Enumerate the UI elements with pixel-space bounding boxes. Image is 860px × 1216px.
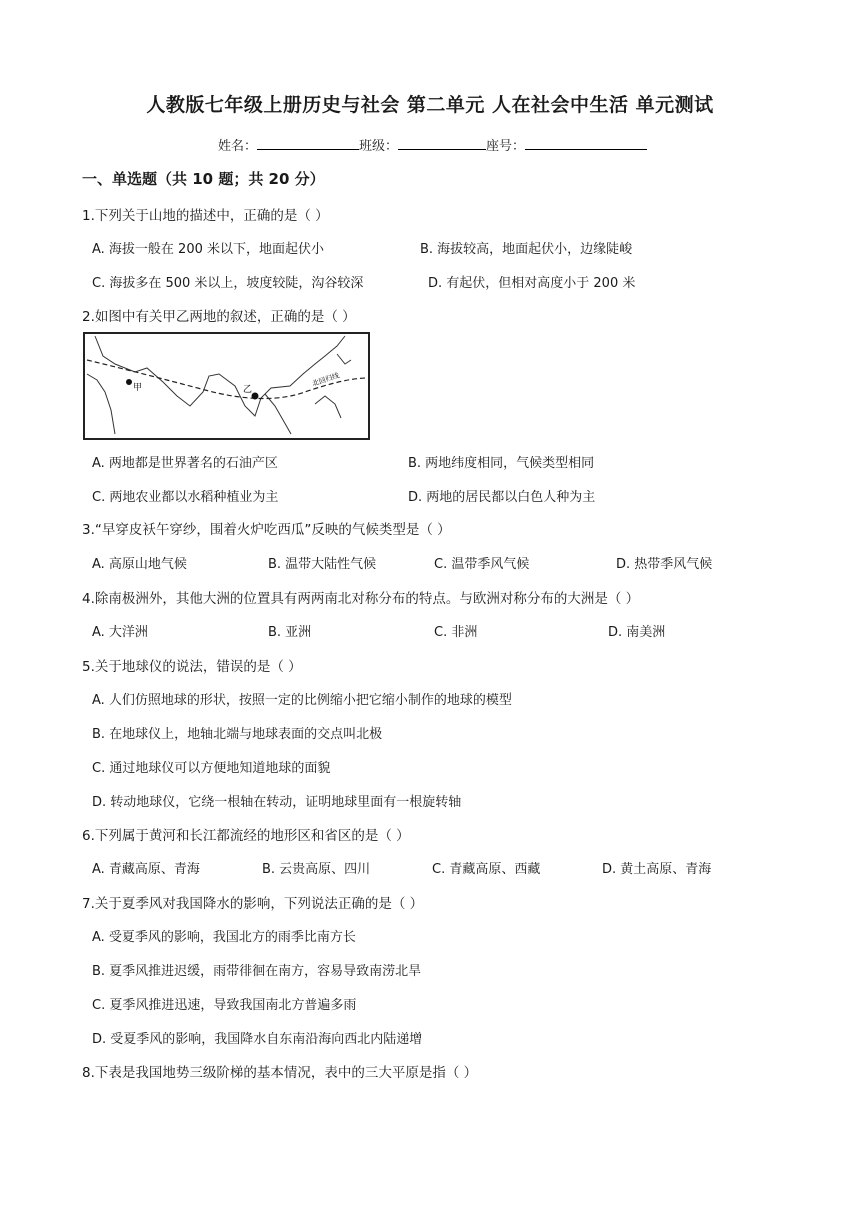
name-label: 姓名： bbox=[218, 139, 258, 154]
question-8-stem: 8.下表是我国地势三级阶梯的基本情况，表中的三大平原是指（ ） bbox=[82, 1065, 478, 1081]
page-title: 人教版七年级上册历史与社会 第二单元 人在社会中生活 单元测试 bbox=[146, 94, 714, 116]
q5-option-d[interactable]: D. 转动地球仪，它绕一根轴在转动，证明地球里面有一根旋转轴 bbox=[92, 795, 462, 810]
q3-option-b[interactable]: B. 温带大陆性气候 bbox=[268, 557, 377, 572]
question-4-stem: 4.除南极洲外，其他大洲的位置具有两两南北对称分布的特点。与欧洲对称分布的大洲是（ ） bbox=[82, 591, 640, 607]
label-yi: 乙 bbox=[243, 385, 253, 395]
coastline-west bbox=[87, 374, 115, 434]
q2-option-d[interactable]: D. 两地的居民都以白色人种为主 bbox=[408, 490, 596, 505]
question-6-stem: 6.下列属于黄河和长江都流经的地形区和省区的是（ ） bbox=[82, 828, 410, 844]
q2-option-b[interactable]: B. 两地纬度相同，气候类型相同 bbox=[408, 456, 595, 471]
q4-option-b[interactable]: B. 亚洲 bbox=[268, 625, 312, 640]
seat-label: 座号： bbox=[486, 139, 526, 154]
question-7-stem: 7.关于夏季风对我国降水的影响，下列说法正确的是（ ） bbox=[82, 896, 424, 912]
label-jia: 甲 bbox=[133, 383, 143, 393]
tropic-label: 北回归线 bbox=[311, 371, 341, 388]
island-outline bbox=[315, 396, 341, 418]
question-1-stem: 1.下列关于山地的描述中，正确的是（ ） bbox=[82, 208, 329, 224]
q5-option-b[interactable]: B. 在地球仪上，地轴北端与地球表面的交点叫北极 bbox=[92, 727, 383, 742]
q4-option-c[interactable]: C. 非洲 bbox=[434, 625, 478, 640]
q6-option-a[interactable]: A. 青藏高原、青海 bbox=[92, 862, 200, 877]
q1-option-b[interactable]: B. 海拔较高，地面起伏小，边缘陡峻 bbox=[420, 242, 633, 257]
q1-option-d[interactable]: D. 有起伏，但相对高度小于 200 米 bbox=[428, 276, 636, 291]
q6-option-c[interactable]: C. 青藏高原、西藏 bbox=[432, 862, 541, 877]
q7-option-b[interactable]: B. 夏季风推进迟缓，雨带徘徊在南方，容易导致南涝北旱 bbox=[92, 964, 422, 979]
q4-option-d[interactable]: D. 南美洲 bbox=[608, 625, 666, 640]
map-svg bbox=[85, 334, 368, 438]
class-field[interactable] bbox=[398, 137, 486, 150]
q4-option-a[interactable]: A. 大洋洲 bbox=[92, 625, 148, 640]
map-figure bbox=[83, 332, 370, 440]
seat-field[interactable] bbox=[525, 137, 647, 150]
q2-option-c[interactable]: C. 两地农业都以水稻种植业为主 bbox=[92, 490, 279, 505]
coastline-south bbox=[265, 394, 291, 434]
student-info bbox=[218, 135, 647, 154]
q7-option-d[interactable]: D. 受夏季风的影响，我国降水自东南沿海向西北内陆递增 bbox=[92, 1032, 423, 1047]
q5-option-a[interactable]: A. 人们仿照地球的形状，按照一定的比例缩小把它缩小制作的地球的模型 bbox=[92, 693, 512, 708]
q6-option-d[interactable]: D. 黄土高原、青海 bbox=[602, 862, 712, 877]
island-outline-2 bbox=[337, 354, 351, 364]
q6-option-b[interactable]: B. 云贵高原、四川 bbox=[262, 862, 371, 877]
q1-option-a[interactable]: A. 海拔一般在 200 米以下，地面起伏小 bbox=[92, 242, 325, 257]
q2-option-a[interactable]: A. 两地都是世界著名的石油产区 bbox=[92, 456, 278, 471]
coastline bbox=[95, 336, 345, 416]
q7-option-c[interactable]: C. 夏季风推进迅速，导致我国南北方普遍多雨 bbox=[92, 998, 357, 1013]
name-field[interactable] bbox=[257, 137, 359, 150]
q3-option-a[interactable]: A. 高原山地气候 bbox=[92, 557, 187, 572]
question-3-stem: 3.“早穿皮袄午穿纱，围着火炉吃西瓜”反映的气候类型是（ ） bbox=[82, 522, 451, 538]
q7-option-a[interactable]: A. 受夏季风的影响，我国北方的雨季比南方长 bbox=[92, 930, 356, 945]
q5-option-c[interactable]: C. 通过地球仪可以方便地知道地球的面貌 bbox=[92, 761, 331, 776]
q3-option-d[interactable]: D. 热带季风气候 bbox=[616, 557, 713, 572]
point-jia bbox=[126, 379, 132, 385]
q3-option-c[interactable]: C. 温带季风气候 bbox=[434, 557, 530, 572]
point-yi bbox=[252, 393, 259, 400]
q1-option-c[interactable]: C. 海拔多在 500 米以上，坡度较陡，沟谷较深 bbox=[92, 276, 364, 291]
question-5-stem: 5.关于地球仪的说法，错误的是（ ） bbox=[82, 659, 302, 675]
question-2-stem: 2.如图中有关甲乙两地的叙述，正确的是（ ） bbox=[82, 309, 356, 325]
section-title: 一、单选题（共 10 题；共 20 分） bbox=[82, 170, 325, 188]
class-label: 班级： bbox=[359, 139, 399, 154]
